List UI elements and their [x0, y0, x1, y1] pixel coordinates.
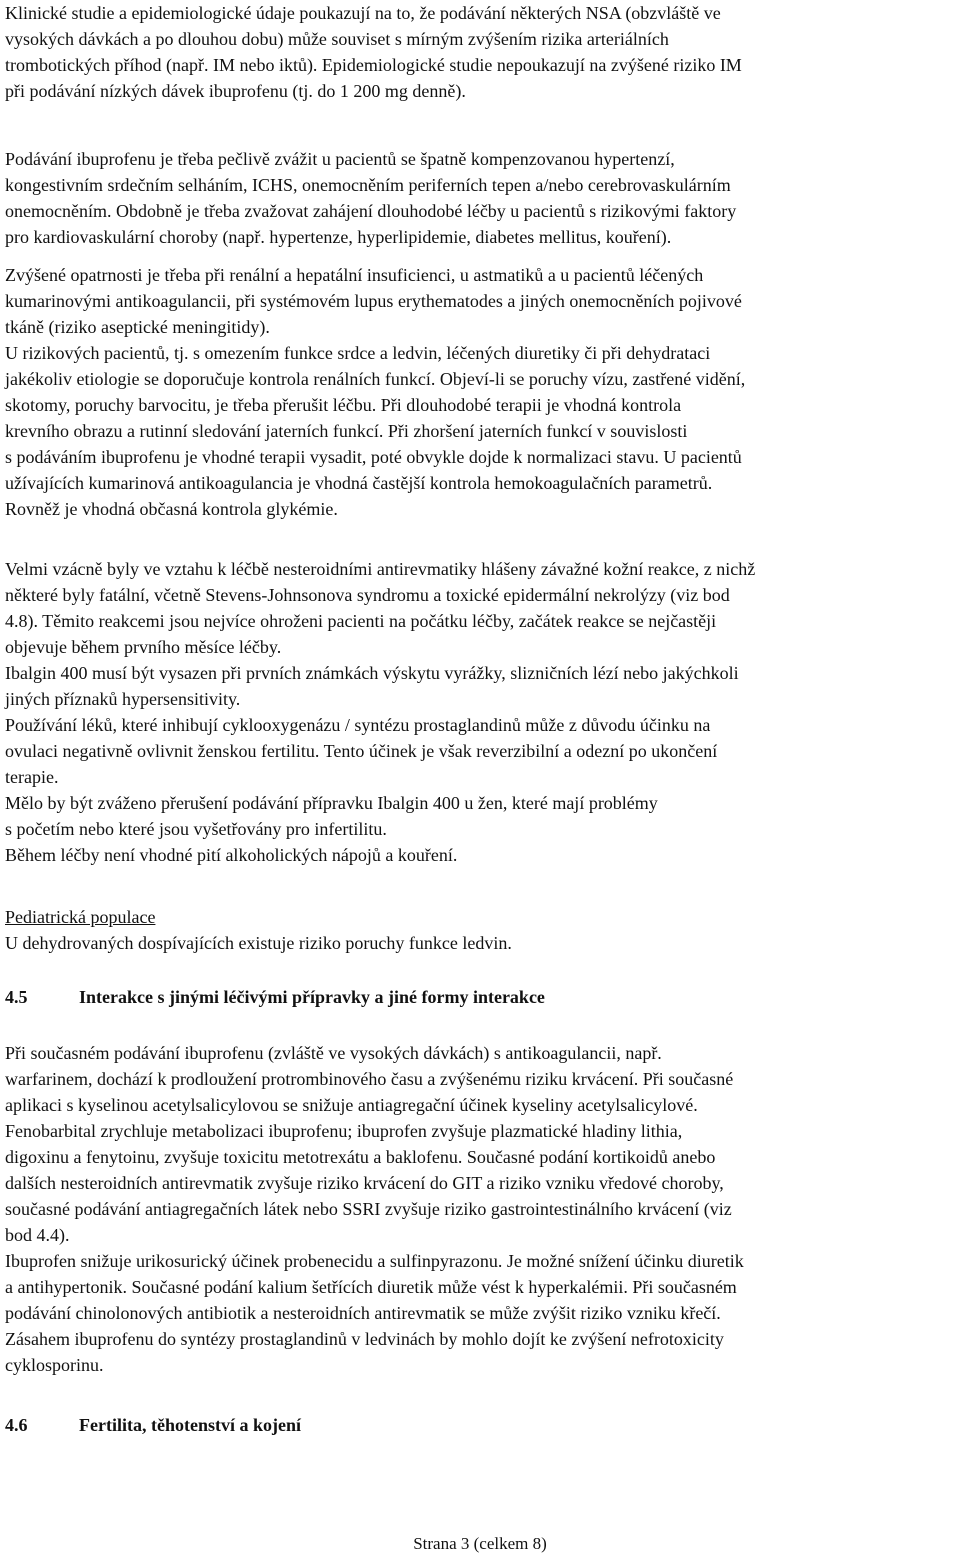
text-line: podávání chinolonových antibiotik a nesteroidních antirevmatik se může zvýšit riziko vzniku křečí. [5, 1303, 721, 1323]
text-line: 4.8). Těmito reakcemi jsou nejvíce ohroženi pacienti na počátku léčby, začátek reakce se nejčastěji [5, 611, 717, 631]
text-line: terapie. [5, 767, 59, 787]
section-title: Interakce s jinými léčivými přípravky a jiné formy interakce [79, 987, 545, 1007]
paragraph-hypertension-caution [5, 146, 957, 250]
text-line: vysokých dávkách a po dlouhou dobu) může souviset s mírným zvýšením rizika arteriálních [5, 29, 669, 49]
text-line: skotomy, poruchy barvocitu, je třeba přerušit léčbu. Při dlouhodobé terapii je vhodná kontrola [5, 395, 682, 415]
section-number: 4.6 [5, 1415, 28, 1435]
section-title: Fertilita, těhotenství a kojení [79, 1415, 301, 1435]
paragraph-interactions [5, 1040, 957, 1378]
text-line: současné podávání antiagregačních látek nebo SSRI zvyšuje riziko gastrointestinálního krvácení (viz [5, 1199, 732, 1219]
text-line: ovulaci negativně ovlivnit ženskou fertilitu. Tento účinek je však reverzibilní a odezní po ukončení [5, 741, 718, 761]
text-line: Ibuprofen snižuje urikosurický účinek probenecidu a sulfinpyrazonu. Je možné snížení účinku diuretik [5, 1251, 744, 1271]
text-line: Podávání ibuprofenu je třeba pečlivě zvážit u pacientů se špatně kompenzovanou hypertenzí, [5, 149, 675, 169]
section-4-5-heading [5, 984, 545, 1010]
text-line: bod 4.4). [5, 1225, 70, 1245]
text-line: užívajících kumarinová antikoagulancia je vhodná častější kontrola hemokoagulačních parametrů. [5, 473, 713, 493]
text-line: Mělo by být zváženo přerušení podávání přípravku Ibalgin 400 u žen, které mají problémy [5, 793, 658, 813]
text-line: kumarinovými antikoagulancii, při systémovém lupus erythematodes a jiných onemocněních pojivové [5, 291, 742, 311]
text-line: s početím nebo které jsou vyšetřovány pro infertilitu. [5, 819, 387, 839]
text-line: krevního obrazu a rutinní sledování jaterních funkcí. Při zhoršení jaterních funkcí v souvislosti [5, 421, 688, 441]
text-line: s podáváním ibuprofenu je vhodné terapii vysadit, poté obvykle dojde k normalizaci stavu. U pacientů [5, 447, 742, 467]
text-line: Zásahem ibuprofenu do syntézy prostaglandinů v ledvinách by mohlo dojít ke zvýšení nefrotoxicity [5, 1329, 724, 1349]
paragraph-skin-reactions-fertility [5, 556, 957, 868]
paragraph-pediatric [5, 930, 957, 956]
text-line: Fenobarbital zrychluje metabolizaci ibuprofenu; ibuprofen zvyšuje plazmatické hladiny lithia, [5, 1121, 683, 1141]
text-line: při podávání nízkých dávek ibuprofenu (tj. do 1 200 mg denně). [5, 81, 466, 101]
text-line: onemocněním. Obdobně je třeba zvažovat zahájení dlouhodobé léčby u pacientů s rizikovými faktory [5, 201, 737, 221]
text-line: pro kardiovaskulární choroby (např. hypertenze, hyperlipidemie, diabetes mellitus, kouření). [5, 227, 672, 247]
text-line: cyklosporinu. [5, 1355, 104, 1375]
text-line: Zvýšené opatrnosti je třeba při renální a hepatální insuficienci, u astmatiků a u pacientů léčených [5, 265, 704, 285]
text-line: jakékoliv etiologie se doporučuje kontrola renálních funkcí. Objeví-li se poruchy vízu, zastřené vidění, [5, 369, 746, 389]
text-line: tkáně (riziko aseptické meningitidy). [5, 317, 270, 337]
text-line: Klinické studie a epidemiologické údaje poukazují na to, že podávání některých NSA (obzvláště ve [5, 3, 721, 23]
page-footer: Strana 3 (celkem 8) [413, 1534, 547, 1553]
text-line: Rovněž je vhodná občasná kontrola glykémie. [5, 499, 338, 519]
section-4-6-heading [5, 1412, 301, 1438]
paragraph-precautions [5, 262, 957, 522]
text-line: Používání léků, které inhibují cyklooxygenázu / syntézu prostaglandinů může z důvodu účinku na [5, 715, 711, 735]
text-line: aplikaci s kyselinou acetylsalicylovou se snižuje antiagregační účinek kyseliny acetylsalicylové. [5, 1095, 698, 1115]
text-line: warfarinem, dochází k prodloužení protrombinového času a zvýšenému riziku krvácení. Při současné [5, 1069, 734, 1089]
text-line: U dehydrovaných dospívajících existuje riziko poruchy funkce ledvin. [5, 933, 512, 953]
text-line: některé byly fatální, včetně Stevens-Johnsonova syndromu a toxické epidermální nekrolýzy (viz bod [5, 585, 730, 605]
pediatric-population-heading: Pediatrická populace [5, 907, 156, 927]
text-line: digoxinu a fenytoinu, zvyšuje toxicitu metotrexátu a baklofenu. Současné podání kortikoidů anebo [5, 1147, 716, 1167]
section-number: 4.5 [5, 987, 28, 1007]
text-line: Ibalgin 400 musí být vysazen při prvních známkách výskytu vyrážky, slizničních lézí nebo jakýchkoli [5, 663, 739, 683]
text-line: Velmi vzácně byly ve vztahu k léčbě nesteroidními antirevmatiky hlášeny závažné kožní reakce, z nichž [5, 559, 756, 579]
text-line: U rizikových pacientů, tj. s omezením funkce srdce a ledvin, léčených diuretiky či při dehydrataci [5, 343, 711, 363]
text-line: jiných příznaků hypersensitivity. [5, 689, 241, 709]
text-line: kongestivním srdečním selháním, ICHS, onemocněním periferních tepen a/nebo cerebrovaskulárním [5, 175, 731, 195]
text-line: a antihypertonik. Současné podání kalium šetřících diuretik může vést k hyperkalémii. Při současném [5, 1277, 737, 1297]
paragraph-cardiovascular-risk [5, 0, 957, 104]
text-line: objevuje během prvního měsíce léčby. [5, 637, 282, 657]
text-line: Během léčby není vhodné pití alkoholických nápojů a kouření. [5, 845, 458, 865]
text-line: trombotických příhod (např. IM nebo iktů). Epidemiologické studie nepoukazují na zvýšené riziko IM [5, 55, 742, 75]
text-line: dalších nesteroidních antirevmatik zvyšuje riziko krvácení do GIT a riziko vzniku vředové choroby, [5, 1173, 724, 1193]
text-line: Při současném podávání ibuprofenu (zvláště ve vysokých dávkách) s antikoagulancii, např. [5, 1043, 662, 1063]
